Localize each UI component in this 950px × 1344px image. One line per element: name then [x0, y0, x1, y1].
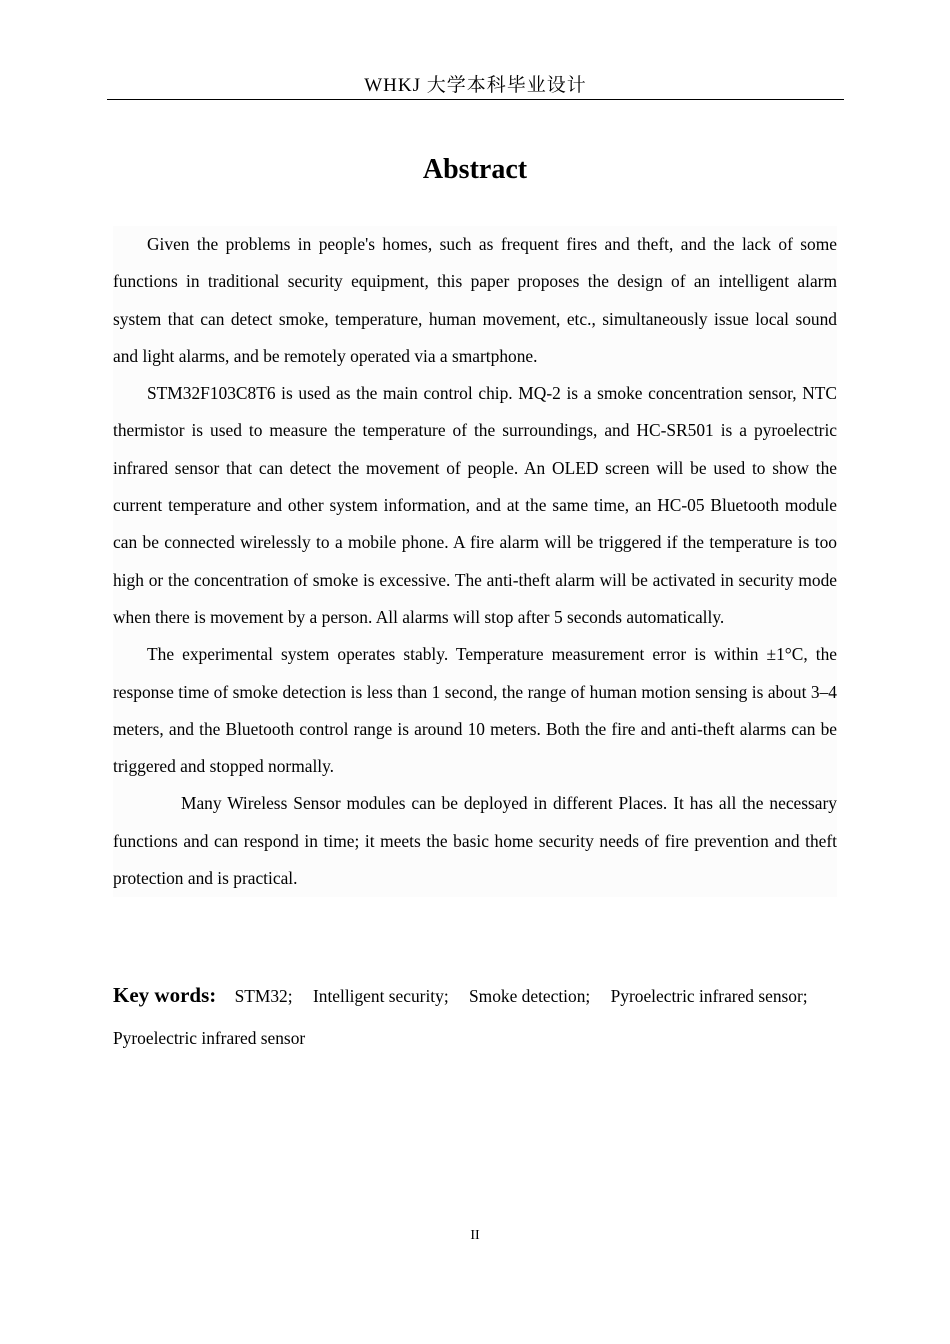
abstract-title: Abstract: [422, 154, 528, 185]
keyword-item: Pyroelectric infrared sensor;: [610, 986, 808, 1006]
running-header: WHKJ 大学本科毕业设计: [364, 75, 587, 96]
abstract-paragraph-2: STM32F103C8T6 is used as the main control chip. MQ-2 is a smoke concentration sensor, NTC thermistor is used to measure the temperature of the surroundings, and HC-SR501 is a pyroelectric infrared sensor that can detect the movement of people. An OLED screen will be used to show the current temperature and other system information, and at the same time, an HC-05 Bluetooth module can be connected wirelessly to a mobile phone. A fire alarm will be triggered if the temperature is too high or the concentration of smoke is excessive. The anti-theft alarm will be activated in security mode when there is movement by a person. All alarms will stop after 5 seconds automatically.: [113, 383, 837, 627]
keyword-item: Pyroelectric infrared sensor: [113, 1028, 306, 1048]
abstract-paragraph-4: Many Wireless Sensor modules can be deployed in different Places. It has all the necessary functions and can respond in time; it meets the basic home security needs of fire prevention and theft protection and is practical.: [113, 793, 837, 889]
keywords-section: [113, 974, 833, 1059]
page-number: II: [470, 1228, 480, 1243]
keyword-item: Smoke detection;: [469, 986, 591, 1006]
abstract-body: [113, 226, 837, 897]
abstract-paragraph-1: Given the problems in people's homes, such as frequent fires and theft, and the lack of some functions in traditional security equipment, this paper proposes the design of an intelligent alarm system that can detect smoke, temperature, human movement, etc., simultaneously issue local sound and light alarms, and be remotely operated via a smartphone.: [113, 234, 837, 366]
header-divider: [107, 99, 844, 100]
abstract-paragraph-3: The experimental system operates stably. Temperature measurement error is within ±1°C, the response time of smoke detection is less than 1 second, the range of human motion sensing is about 3–4 meters, and the Bluetooth control range is around 10 meters. Both the fire and anti-theft alarms can be triggered and stopped normally.: [113, 644, 837, 777]
keywords-label: Key words:: [113, 983, 217, 1007]
keyword-item: Intelligent security;: [312, 986, 449, 1006]
keyword-item: STM32;: [234, 986, 293, 1006]
